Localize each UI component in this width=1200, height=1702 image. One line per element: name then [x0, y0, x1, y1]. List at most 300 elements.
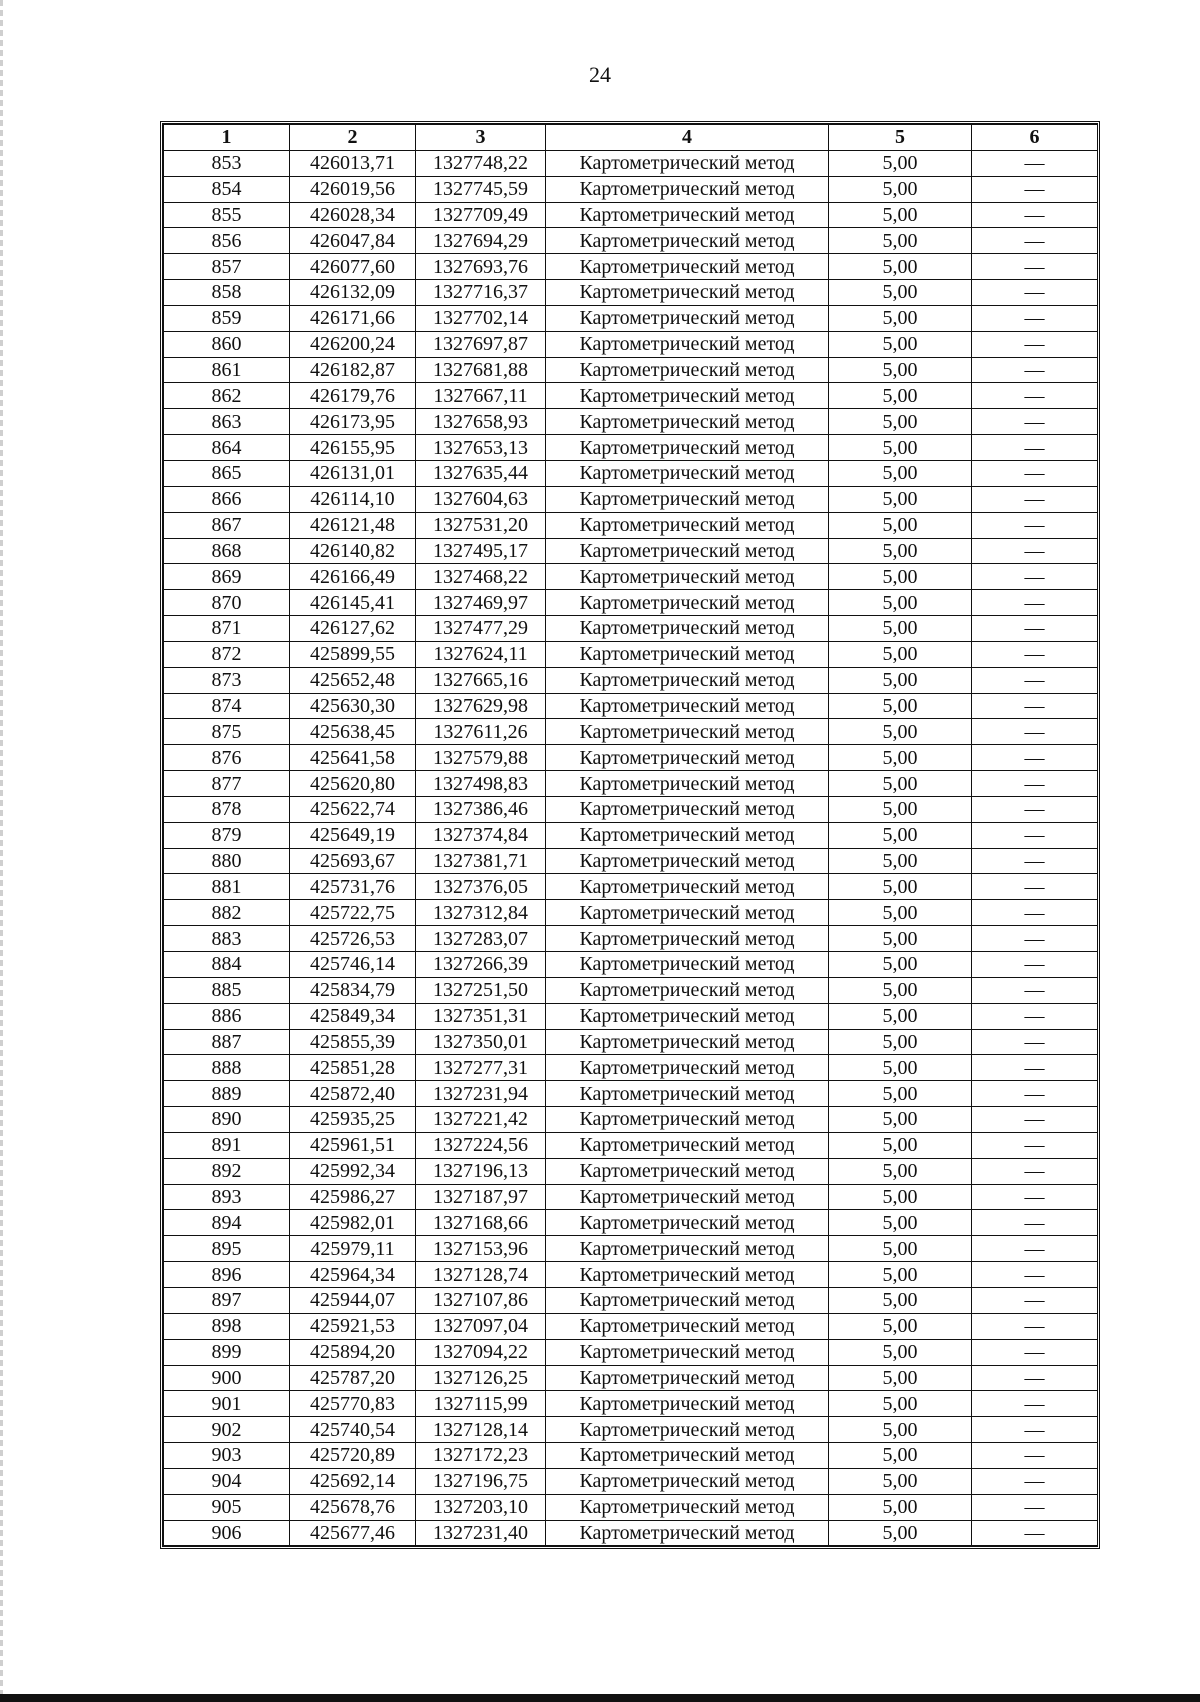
- point-number-cell: 901: [164, 1391, 290, 1417]
- method-cell: Картометрический метод: [546, 409, 829, 435]
- x-coordinate-cell: 425787,20: [290, 1365, 416, 1391]
- y-coordinate-cell: 1327107,86: [416, 1287, 546, 1313]
- table-body: [164, 150, 1098, 1546]
- header-cell-1: 1: [164, 125, 290, 151]
- table-row: [164, 1262, 1098, 1288]
- table-row: [164, 1494, 1098, 1520]
- y-coordinate-cell: 1327611,26: [416, 719, 546, 745]
- precision-cell: 5,00: [829, 641, 972, 667]
- point-number-cell: 905: [164, 1494, 290, 1520]
- y-coordinate-cell: 1327681,88: [416, 357, 546, 383]
- note-cell: —: [972, 564, 1098, 590]
- method-cell: Картометрический метод: [546, 796, 829, 822]
- method-cell: Картометрический метод: [546, 512, 829, 538]
- precision-cell: 5,00: [829, 1262, 972, 1288]
- table-row: [164, 1055, 1098, 1081]
- y-coordinate-cell: 1327745,59: [416, 176, 546, 202]
- note-cell: —: [972, 1029, 1098, 1055]
- y-coordinate-cell: 1327266,39: [416, 952, 546, 978]
- note-cell: —: [972, 150, 1098, 176]
- header-cell-6: 6: [972, 125, 1098, 151]
- y-coordinate-cell: 1327115,99: [416, 1391, 546, 1417]
- x-coordinate-cell: 425894,20: [290, 1339, 416, 1365]
- precision-cell: 5,00: [829, 486, 972, 512]
- precision-cell: 5,00: [829, 952, 972, 978]
- method-cell: Картометрический метод: [546, 460, 829, 486]
- method-cell: Картометрический метод: [546, 1029, 829, 1055]
- scan-edge-artifact: [0, 0, 3, 1702]
- point-number-cell: 856: [164, 228, 290, 254]
- y-coordinate-cell: 1327697,87: [416, 331, 546, 357]
- precision-cell: 5,00: [829, 796, 972, 822]
- precision-cell: 5,00: [829, 590, 972, 616]
- table-row: [164, 1287, 1098, 1313]
- precision-cell: 5,00: [829, 1365, 972, 1391]
- note-cell: —: [972, 848, 1098, 874]
- table-row: [164, 150, 1098, 176]
- point-number-cell: 885: [164, 977, 290, 1003]
- y-coordinate-cell: 1327604,63: [416, 486, 546, 512]
- table-row: [164, 719, 1098, 745]
- note-cell: —: [972, 1236, 1098, 1262]
- note-cell: —: [972, 900, 1098, 926]
- precision-cell: 5,00: [829, 383, 972, 409]
- point-number-cell: 864: [164, 435, 290, 461]
- y-coordinate-cell: 1327624,11: [416, 641, 546, 667]
- table-row: [164, 616, 1098, 642]
- method-cell: Картометрический метод: [546, 435, 829, 461]
- y-coordinate-cell: 1327693,76: [416, 254, 546, 280]
- x-coordinate-cell: 425740,54: [290, 1417, 416, 1443]
- table-row: [164, 926, 1098, 952]
- x-coordinate-cell: 426171,66: [290, 305, 416, 331]
- x-coordinate-cell: 425726,53: [290, 926, 416, 952]
- method-cell: Картометрический метод: [546, 641, 829, 667]
- method-cell: Картометрический метод: [546, 202, 829, 228]
- note-cell: —: [972, 280, 1098, 306]
- precision-cell: 5,00: [829, 1003, 972, 1029]
- y-coordinate-cell: 1327376,05: [416, 874, 546, 900]
- method-cell: Картометрический метод: [546, 1339, 829, 1365]
- point-number-cell: 855: [164, 202, 290, 228]
- x-coordinate-cell: 425986,27: [290, 1184, 416, 1210]
- x-coordinate-cell: 426200,24: [290, 331, 416, 357]
- x-coordinate-cell: 425720,89: [290, 1443, 416, 1469]
- method-cell: Картометрический метод: [546, 1494, 829, 1520]
- precision-cell: 5,00: [829, 1184, 972, 1210]
- y-coordinate-cell: 1327168,66: [416, 1210, 546, 1236]
- note-cell: —: [972, 874, 1098, 900]
- precision-cell: 5,00: [829, 202, 972, 228]
- precision-cell: 5,00: [829, 693, 972, 719]
- note-cell: —: [972, 331, 1098, 357]
- precision-cell: 5,00: [829, 435, 972, 461]
- x-coordinate-cell: 426173,95: [290, 409, 416, 435]
- point-number-cell: 853: [164, 150, 290, 176]
- table-row: [164, 1132, 1098, 1158]
- table-row: [164, 590, 1098, 616]
- y-coordinate-cell: 1327172,23: [416, 1443, 546, 1469]
- precision-cell: 5,00: [829, 1081, 972, 1107]
- precision-cell: 5,00: [829, 1055, 972, 1081]
- note-cell: —: [972, 1417, 1098, 1443]
- point-number-cell: 900: [164, 1365, 290, 1391]
- y-coordinate-cell: 1327196,75: [416, 1468, 546, 1494]
- table-row: [164, 486, 1098, 512]
- table-row: [164, 848, 1098, 874]
- x-coordinate-cell: 425677,46: [290, 1520, 416, 1546]
- x-coordinate-cell: 426132,09: [290, 280, 416, 306]
- y-coordinate-cell: 1327126,25: [416, 1365, 546, 1391]
- method-cell: Картометрический метод: [546, 228, 829, 254]
- x-coordinate-cell: 425731,76: [290, 874, 416, 900]
- precision-cell: 5,00: [829, 874, 972, 900]
- precision-cell: 5,00: [829, 228, 972, 254]
- y-coordinate-cell: 1327374,84: [416, 822, 546, 848]
- point-number-cell: 870: [164, 590, 290, 616]
- note-cell: —: [972, 693, 1098, 719]
- note-cell: —: [972, 1107, 1098, 1133]
- point-number-cell: 868: [164, 538, 290, 564]
- point-number-cell: 896: [164, 1262, 290, 1288]
- y-coordinate-cell: 1327231,40: [416, 1520, 546, 1546]
- y-coordinate-cell: 1327224,56: [416, 1132, 546, 1158]
- table-row: [164, 254, 1098, 280]
- table-row: [164, 538, 1098, 564]
- precision-cell: 5,00: [829, 745, 972, 771]
- table-row: [164, 1468, 1098, 1494]
- note-cell: —: [972, 357, 1098, 383]
- note-cell: —: [972, 512, 1098, 538]
- table-row: [164, 1003, 1098, 1029]
- x-coordinate-cell: 425855,39: [290, 1029, 416, 1055]
- coordinates-table: [163, 124, 1098, 1546]
- point-number-cell: 873: [164, 667, 290, 693]
- x-coordinate-cell: 425652,48: [290, 667, 416, 693]
- x-coordinate-cell: 425770,83: [290, 1391, 416, 1417]
- x-coordinate-cell: 425979,11: [290, 1236, 416, 1262]
- point-number-cell: 877: [164, 771, 290, 797]
- y-coordinate-cell: 1327709,49: [416, 202, 546, 228]
- x-coordinate-cell: 426155,95: [290, 435, 416, 461]
- table-row: [164, 771, 1098, 797]
- x-coordinate-cell: 425935,25: [290, 1107, 416, 1133]
- point-number-cell: 874: [164, 693, 290, 719]
- point-number-cell: 860: [164, 331, 290, 357]
- header-cell-3: 3: [416, 125, 546, 151]
- page-number: 24: [589, 62, 611, 87]
- precision-cell: 5,00: [829, 280, 972, 306]
- table-row: [164, 1081, 1098, 1107]
- x-coordinate-cell: 426127,62: [290, 616, 416, 642]
- note-cell: —: [972, 409, 1098, 435]
- point-number-cell: 887: [164, 1029, 290, 1055]
- x-coordinate-cell: 426179,76: [290, 383, 416, 409]
- precision-cell: 5,00: [829, 1339, 972, 1365]
- y-coordinate-cell: 1327196,13: [416, 1158, 546, 1184]
- method-cell: Картометрический метод: [546, 590, 829, 616]
- y-coordinate-cell: 1327716,37: [416, 280, 546, 306]
- method-cell: Картометрический метод: [546, 719, 829, 745]
- table-row: [164, 1107, 1098, 1133]
- table-header-row: [164, 125, 1098, 151]
- x-coordinate-cell: 425961,51: [290, 1132, 416, 1158]
- method-cell: Картометрический метод: [546, 1003, 829, 1029]
- method-cell: Картометрический метод: [546, 1132, 829, 1158]
- y-coordinate-cell: 1327579,88: [416, 745, 546, 771]
- precision-cell: 5,00: [829, 357, 972, 383]
- method-cell: Картометрический метод: [546, 1158, 829, 1184]
- x-coordinate-cell: 425944,07: [290, 1287, 416, 1313]
- table-row: [164, 1365, 1098, 1391]
- precision-cell: 5,00: [829, 822, 972, 848]
- note-cell: —: [972, 460, 1098, 486]
- method-cell: Картометрический метод: [546, 900, 829, 926]
- precision-cell: 5,00: [829, 1494, 972, 1520]
- table-row: [164, 1520, 1098, 1546]
- note-cell: —: [972, 1339, 1098, 1365]
- x-coordinate-cell: 426047,84: [290, 228, 416, 254]
- note-cell: —: [972, 383, 1098, 409]
- precision-cell: 5,00: [829, 1210, 972, 1236]
- table-row: [164, 435, 1098, 461]
- method-cell: Картометрический метод: [546, 1236, 829, 1262]
- precision-cell: 5,00: [829, 719, 972, 745]
- precision-cell: 5,00: [829, 150, 972, 176]
- table-row: [164, 280, 1098, 306]
- method-cell: Картометрический метод: [546, 1081, 829, 1107]
- point-number-cell: 863: [164, 409, 290, 435]
- point-number-cell: 883: [164, 926, 290, 952]
- point-number-cell: 859: [164, 305, 290, 331]
- note-cell: —: [972, 822, 1098, 848]
- table-row: [164, 1313, 1098, 1339]
- method-cell: Картометрический метод: [546, 771, 829, 797]
- y-coordinate-cell: 1327667,11: [416, 383, 546, 409]
- note-cell: —: [972, 977, 1098, 1003]
- note-cell: —: [972, 1210, 1098, 1236]
- point-number-cell: 898: [164, 1313, 290, 1339]
- x-coordinate-cell: 425678,76: [290, 1494, 416, 1520]
- method-cell: Картометрический метод: [546, 1417, 829, 1443]
- note-cell: —: [972, 926, 1098, 952]
- y-coordinate-cell: 1327187,97: [416, 1184, 546, 1210]
- x-coordinate-cell: 425692,14: [290, 1468, 416, 1494]
- point-number-cell: 878: [164, 796, 290, 822]
- note-cell: —: [972, 1262, 1098, 1288]
- x-coordinate-cell: 425722,75: [290, 900, 416, 926]
- precision-cell: 5,00: [829, 254, 972, 280]
- x-coordinate-cell: 426077,60: [290, 254, 416, 280]
- table-row: [164, 228, 1098, 254]
- x-coordinate-cell: 425622,74: [290, 796, 416, 822]
- table-row: [164, 305, 1098, 331]
- note-cell: —: [972, 1055, 1098, 1081]
- note-cell: —: [972, 1468, 1098, 1494]
- table-row: [164, 1158, 1098, 1184]
- precision-cell: 5,00: [829, 1236, 972, 1262]
- point-number-cell: 869: [164, 564, 290, 590]
- y-coordinate-cell: 1327468,22: [416, 564, 546, 590]
- point-number-cell: 889: [164, 1081, 290, 1107]
- table-row: [164, 693, 1098, 719]
- note-cell: —: [972, 486, 1098, 512]
- y-coordinate-cell: 1327702,14: [416, 305, 546, 331]
- precision-cell: 5,00: [829, 1468, 972, 1494]
- table-row: [164, 1443, 1098, 1469]
- y-coordinate-cell: 1327221,42: [416, 1107, 546, 1133]
- y-coordinate-cell: 1327203,10: [416, 1494, 546, 1520]
- note-cell: —: [972, 435, 1098, 461]
- point-number-cell: 858: [164, 280, 290, 306]
- x-coordinate-cell: 425851,28: [290, 1055, 416, 1081]
- point-number-cell: 862: [164, 383, 290, 409]
- y-coordinate-cell: 1327531,20: [416, 512, 546, 538]
- coordinates-table-frame: [160, 121, 1100, 1549]
- method-cell: Картометрический метод: [546, 1055, 829, 1081]
- x-coordinate-cell: 426182,87: [290, 357, 416, 383]
- y-coordinate-cell: 1327694,29: [416, 228, 546, 254]
- method-cell: Картометрический метод: [546, 616, 829, 642]
- x-coordinate-cell: 425872,40: [290, 1081, 416, 1107]
- precision-cell: 5,00: [829, 848, 972, 874]
- table-row: [164, 357, 1098, 383]
- note-cell: —: [972, 590, 1098, 616]
- method-cell: Картометрический метод: [546, 977, 829, 1003]
- method-cell: Картометрический метод: [546, 305, 829, 331]
- precision-cell: 5,00: [829, 564, 972, 590]
- x-coordinate-cell: 426145,41: [290, 590, 416, 616]
- x-coordinate-cell: 425638,45: [290, 719, 416, 745]
- method-cell: Картометрический метод: [546, 383, 829, 409]
- precision-cell: 5,00: [829, 305, 972, 331]
- y-coordinate-cell: 1327251,50: [416, 977, 546, 1003]
- y-coordinate-cell: 1327283,07: [416, 926, 546, 952]
- precision-cell: 5,00: [829, 409, 972, 435]
- point-number-cell: 876: [164, 745, 290, 771]
- method-cell: Картометрический метод: [546, 1262, 829, 1288]
- x-coordinate-cell: 425899,55: [290, 641, 416, 667]
- method-cell: Картометрический метод: [546, 1391, 829, 1417]
- note-cell: —: [972, 202, 1098, 228]
- method-cell: Картометрический метод: [546, 1365, 829, 1391]
- y-coordinate-cell: 1327469,97: [416, 590, 546, 616]
- note-cell: —: [972, 305, 1098, 331]
- note-cell: —: [972, 667, 1098, 693]
- x-coordinate-cell: 426028,34: [290, 202, 416, 228]
- point-number-cell: 861: [164, 357, 290, 383]
- note-cell: —: [972, 641, 1098, 667]
- precision-cell: 5,00: [829, 1107, 972, 1133]
- method-cell: Картометрический метод: [546, 1107, 829, 1133]
- y-coordinate-cell: 1327495,17: [416, 538, 546, 564]
- table-row: [164, 564, 1098, 590]
- precision-cell: 5,00: [829, 900, 972, 926]
- method-cell: Картометрический метод: [546, 1287, 829, 1313]
- table-row: [164, 1236, 1098, 1262]
- precision-cell: 5,00: [829, 926, 972, 952]
- method-cell: Картометрический метод: [546, 280, 829, 306]
- point-number-cell: 893: [164, 1184, 290, 1210]
- x-coordinate-cell: 426131,01: [290, 460, 416, 486]
- x-coordinate-cell: 425649,19: [290, 822, 416, 848]
- y-coordinate-cell: 1327381,71: [416, 848, 546, 874]
- y-coordinate-cell: 1327350,01: [416, 1029, 546, 1055]
- point-number-cell: 875: [164, 719, 290, 745]
- point-number-cell: 881: [164, 874, 290, 900]
- point-number-cell: 899: [164, 1339, 290, 1365]
- point-number-cell: 894: [164, 1210, 290, 1236]
- method-cell: Картометрический метод: [546, 667, 829, 693]
- scan-bottom-bar: [0, 1694, 1200, 1702]
- table-row: [164, 460, 1098, 486]
- precision-cell: 5,00: [829, 176, 972, 202]
- method-cell: Картометрический метод: [546, 1443, 829, 1469]
- y-coordinate-cell: 1327748,22: [416, 150, 546, 176]
- table-row: [164, 1210, 1098, 1236]
- note-cell: —: [972, 1158, 1098, 1184]
- note-cell: —: [972, 1391, 1098, 1417]
- x-coordinate-cell: 425620,80: [290, 771, 416, 797]
- method-cell: Картометрический метод: [546, 150, 829, 176]
- note-cell: —: [972, 538, 1098, 564]
- x-coordinate-cell: 426114,10: [290, 486, 416, 512]
- table-row: [164, 745, 1098, 771]
- note-cell: —: [972, 1287, 1098, 1313]
- table-row: [164, 383, 1098, 409]
- y-coordinate-cell: 1327477,29: [416, 616, 546, 642]
- point-number-cell: 886: [164, 1003, 290, 1029]
- x-coordinate-cell: 426121,48: [290, 512, 416, 538]
- x-coordinate-cell: 425982,01: [290, 1210, 416, 1236]
- point-number-cell: 882: [164, 900, 290, 926]
- method-cell: Картометрический метод: [546, 331, 829, 357]
- precision-cell: 5,00: [829, 1132, 972, 1158]
- point-number-cell: 888: [164, 1055, 290, 1081]
- x-coordinate-cell: 425834,79: [290, 977, 416, 1003]
- table-row: [164, 512, 1098, 538]
- point-number-cell: 891: [164, 1132, 290, 1158]
- y-coordinate-cell: 1327231,94: [416, 1081, 546, 1107]
- table-row: [164, 176, 1098, 202]
- point-number-cell: 902: [164, 1417, 290, 1443]
- method-cell: Картометрический метод: [546, 1184, 829, 1210]
- method-cell: Картометрический метод: [546, 1520, 829, 1546]
- method-cell: Картометрический метод: [546, 822, 829, 848]
- point-number-cell: 872: [164, 641, 290, 667]
- table-row: [164, 1184, 1098, 1210]
- point-number-cell: 904: [164, 1468, 290, 1494]
- table-row: [164, 331, 1098, 357]
- note-cell: —: [972, 1365, 1098, 1391]
- method-cell: Картометрический метод: [546, 848, 829, 874]
- note-cell: —: [972, 796, 1098, 822]
- method-cell: Картометрический метод: [546, 1210, 829, 1236]
- point-number-cell: 871: [164, 616, 290, 642]
- table-row: [164, 900, 1098, 926]
- x-coordinate-cell: 426019,56: [290, 176, 416, 202]
- precision-cell: 5,00: [829, 1158, 972, 1184]
- precision-cell: 5,00: [829, 667, 972, 693]
- method-cell: Картометрический метод: [546, 952, 829, 978]
- method-cell: Картометрический метод: [546, 745, 829, 771]
- note-cell: —: [972, 952, 1098, 978]
- header-cell-2: 2: [290, 125, 416, 151]
- method-cell: Картометрический метод: [546, 176, 829, 202]
- precision-cell: 5,00: [829, 1029, 972, 1055]
- y-coordinate-cell: 1327128,14: [416, 1417, 546, 1443]
- point-number-cell: 879: [164, 822, 290, 848]
